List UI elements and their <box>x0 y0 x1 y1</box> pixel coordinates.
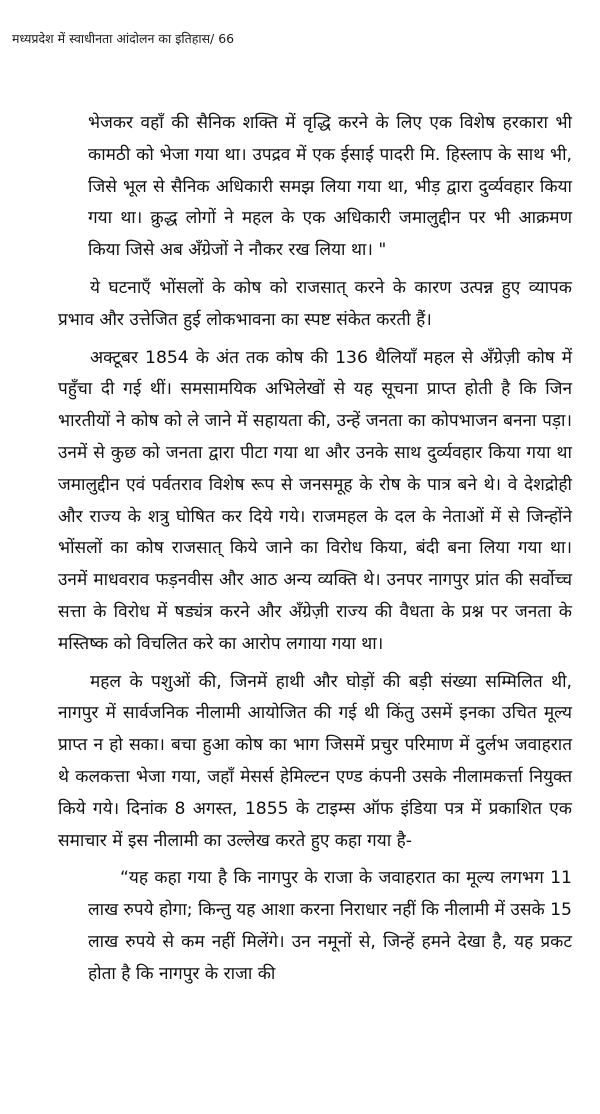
block-quote-2: “यह कहा गया है कि नागपुर के राजा के जवाहरात का मूल्य लगभग 11 लाख रुपये होगा; किन्तु यह आशा करना निराधार नहीं कि नीलामी में उसके 15 लाख रुपये से कम नहीं मिलेंगे। उन नमूनों से, जिन्हें हमने देखा है, यह प्रकट होता है कि नागपुर के राजा की <box>88 868 572 984</box>
running-header: मध्यप्रदेश में स्वाधीनता आंदोलन का इतिहास/ 66 <box>12 31 235 46</box>
paragraph-3: महल के पशुओं की, जिनमें हाथी और घोड़ों की बड़ी संख्या सम्मिलित थी, नागपुर में सार्वजनिक नीलामी आयोजित की गई थी किंतु उसमें इनका उचित मूल्य प्राप्त न हो सका। बचा हुआ कोष का भाग जिसमें प्रचुर परिमाण में दुर्लभ जवाहरात थे कलकत्ता भेजा गया, जहाँ मेसर्स हेमिल्टन एण्ड कंपनी उसके नीलामकर्त्ता नियुक्त किये गये। दिनांक 8 अगस्त, 1855 के टाइम्स ऑफ इंडिया पत्र में प्रकाशित एक समाचार में इस नीलामी का उल्लेख करते हुए कहा गया है- <box>58 671 572 851</box>
block-quote-1: भेजकर वहाँ की सैनिक शक्ति में वृद्धि करने के लिए एक विशेष हरकारा भी कामठी को भेजा गया था। उपद्रव में एक ईसाई पादरी मि. हिस्लाप के साथ भी, जिसे भूल से सैनिक अधिकारी समझ लिया गया था, भीड़ द्वारा दुर्व्यवहार किया गया था। क्रुद्ध लोगों ने महल के एक अधिकारी जमालुद्दीन पर भी आक्रमण किया जिसे अब अँग्रेजों ने नौकर रख लिया था। " <box>88 113 572 261</box>
paragraph-1: ये घटनाएँ भोंसलों के कोष को राजसात् करने के कारण उत्पन्न हुए व्यापक प्रभाव और उत्तेजित हुई लोकभावना का स्पष्ट संकेत करती हैं। <box>58 277 572 330</box>
paragraph-2: अक्टूबर 1854 के अंत तक कोष की 136 थैलियाँ महल से अँग्रेज़ी कोष में पहुँचा दी गई थीं। समसामयिक अभिलेखों से यह सूचना प्राप्त होती है कि जिन भारतीयों ने कोष को ले जाने में सहायता की, उन्हें जनता का कोपभाजन बनना पड़ा। उनमें से कुछ को जनता द्वारा पीटा गया था और उनके साथ दुर्व्यवहार किया गया था जमालुद्दीन एवं पर्वतराव विशेष रूप से जनसमूह के रोष के पात्र बने थे। वे देशद्रोही और राज्य के शत्रु घोषित कर दिये गये। राजमहल के दल के नेताओं में से जिन्होंने भोंसलों का कोष राजसात् किये जाने का विरोध किया, बंदी बना लिया गया था। उनमें माधवराव फड़नवीस और आठ अन्य व्यक्ति थे। उनपर नागपुर प्रांत की सर्वोच्च सत्ता के विरोध में षड्यंत्र करने और अँग्रेज़ी राज्य की वैधता के प्रश्न पर जनता के मस्तिष्क को विचलित करे का आरोप लगाया गया था। <box>58 347 572 654</box>
page-body <box>58 108 572 991</box>
